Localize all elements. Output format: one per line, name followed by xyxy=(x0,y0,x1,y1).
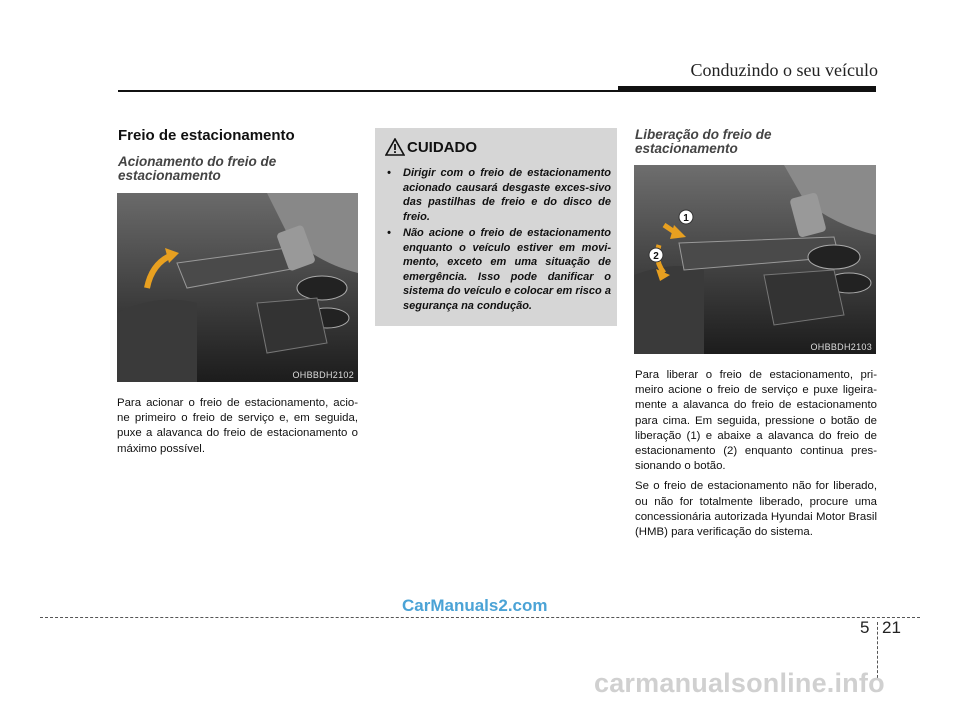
caution-title: CUIDADO xyxy=(407,139,477,156)
release-paragraph: Se o freio de estacionamento não for liberado, ou não for totalmente liberado, procure uma concessionária autorizada Hyundai Motor Brasil (HMB) para verificação do sistema. xyxy=(635,480,877,539)
apply-paragraph: Para acionar o freio de estacionamento, acio-ne primeiro o freio de serviço e, em seguida, puxe a alavanca do freio de estacionamento o máximo possível. xyxy=(117,397,358,455)
release-paragraph: Para liberar o freio de estacionamento, pri-meiro acione o freio de serviço e puxe ligeira-mente a alavanca do freio de estacionamento para cima. Em seguida, pressione o botão de liberação (1) e abaixe a alavanca do freio de estacionamento (2) enquanto continua pres-sionando o botão. xyxy=(635,369,877,473)
caution-item-text: Não acione o freio de estacionamento enquanto o veículo estiver em movi-mento, exceto em uma situação de emergência. Isso pode danificar o sistema do veículo e colocar em risco a segurança na condução. xyxy=(403,227,611,312)
subheading-release: Liberação do freio de estacionamento xyxy=(635,127,772,156)
parking-brake-apply-photo xyxy=(117,193,358,382)
caution-item xyxy=(385,226,611,313)
page-chapter: 5 xyxy=(860,618,870,637)
callout-1: 1 xyxy=(683,213,689,224)
page-number: 21 xyxy=(882,618,901,637)
callout-2: 2 xyxy=(653,251,659,262)
caution-list xyxy=(385,166,611,315)
header-rule xyxy=(118,90,618,92)
watermark-link[interactable]: CarManuals2.com xyxy=(402,596,548,615)
bullet-icon: • xyxy=(387,167,391,179)
warning-triangle-icon xyxy=(385,138,405,161)
footer-dashed-rule xyxy=(40,617,920,618)
image-code: OHBBDH2102 xyxy=(292,370,354,380)
caution-item xyxy=(385,166,611,224)
bullet-icon: • xyxy=(387,227,391,239)
apply-instructions xyxy=(117,396,358,462)
section-header-title: Conduzindo o seu veículo xyxy=(690,60,878,80)
watermark-footer: carmanualsonline.info xyxy=(594,668,885,698)
caution-box xyxy=(375,128,617,326)
parking-brake-release-photo xyxy=(634,165,876,354)
header-rule-thick xyxy=(618,86,876,92)
subheading-apply: Acionamento do freio de estacionamento xyxy=(118,154,277,183)
image-code: OHBBDH2103 xyxy=(810,342,872,352)
caution-item-text: Dirigir com o freio de estacionamento acionado causará desgaste exces-sivo das pastilhas de freio e do disco de freio. xyxy=(403,167,611,223)
release-instructions xyxy=(635,368,877,545)
section-heading: Freio de estacionamento xyxy=(118,127,295,144)
